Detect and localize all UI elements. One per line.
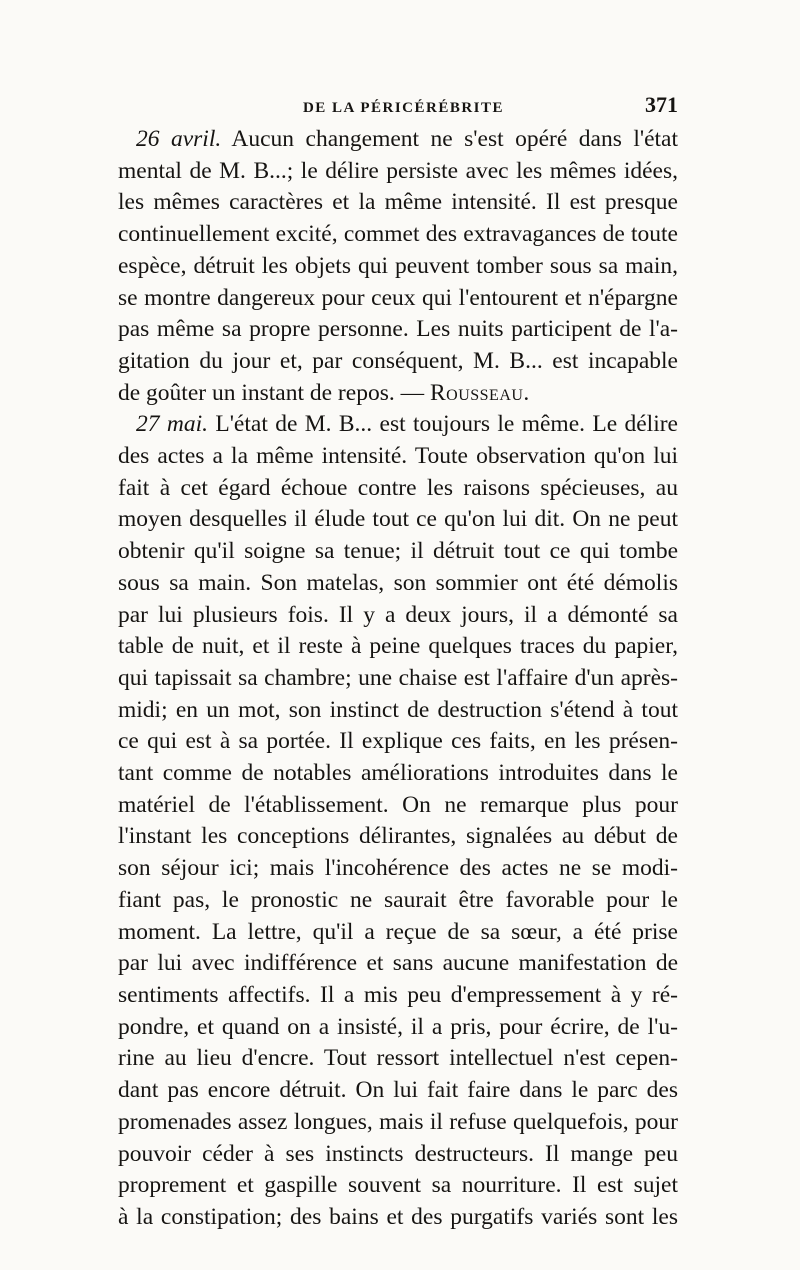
text-line: rine au lieu d'encre. Tout ressort intellectuel n'est cepen- xyxy=(118,1045,678,1072)
text-line: fiant pas, le pronostic ne saurait être favorable pour le xyxy=(118,886,678,913)
running-title: DE LA PÉRICÉRÉBRITE xyxy=(302,100,505,116)
text-line: sous sa main. Son matelas, son sommier ont été démolis xyxy=(118,569,678,596)
text-line: à la constipation; des bains et des purgatifs variés sont les xyxy=(118,1203,678,1230)
entry-date: 27 mai. xyxy=(136,411,208,438)
text-line: ce qui est à sa portée. Il explique ces faits, en les présen- xyxy=(118,728,678,755)
text-line: tant comme de notables améliorations introduites dans le xyxy=(118,760,678,787)
text-line: matériel de l'établissement. On ne remarque plus pour xyxy=(118,791,678,818)
text-line: promenades assez longues, mais il refuse quelquefois, pour xyxy=(118,1108,678,1135)
text-line: qui tapissait sa chambre; une chaise est l'affaire d'un après- xyxy=(118,664,678,691)
text-line: pas même sa propre personne. Les nuits participent de l'a- xyxy=(118,316,678,343)
journal-entry-27-mai xyxy=(118,409,678,1233)
text-line: l'instant les conceptions délirantes, signalées au début de xyxy=(118,823,678,850)
running-header xyxy=(118,92,678,118)
text-line: continuellement excité, commet des extravagances de toute xyxy=(118,221,678,248)
text-line: se montre dangereux pour ceux qui l'entourent et n'épargne xyxy=(118,284,678,311)
text-line: par lui plusieurs fois. Il y a deux jours, il a démonté sa xyxy=(118,601,678,628)
text-line: 27 mai. L'état de M. B... est toujours le même. Le délire xyxy=(136,411,678,438)
text-line: mental de M. B...; le délire persiste avec les mêmes idées, xyxy=(118,157,678,184)
author-signature: Rousseau. xyxy=(429,379,530,406)
text-line: les mêmes caractères et la même intensité. Il est presque xyxy=(118,189,678,216)
text-line: des actes a la même intensité. Toute observation qu'on lui xyxy=(118,443,678,470)
text-line: gitation du jour et, par conséquent, M. B... est incapable xyxy=(118,347,678,374)
text-line: espèce, détruit les objets qui peuvent tomber sous sa main, xyxy=(118,252,678,279)
text-line: proprement et gaspille souvent sa nourriture. Il est sujet xyxy=(118,1172,678,1199)
journal-entry-26-avril xyxy=(118,124,678,409)
text-line: moment. La lettre, qu'il a reçue de sa sœur, a été prise xyxy=(118,918,678,945)
body-text xyxy=(118,124,678,1234)
text-line: 26 avril. Aucun changement ne s'est opéré dans l'état xyxy=(136,126,678,152)
entry-date: 26 avril. xyxy=(136,126,222,152)
text-line: midi; en un mot, son instinct de destruction s'étend à tout xyxy=(118,696,678,723)
text-line: table de nuit, et il reste à peine quelques traces du papier, xyxy=(118,633,678,660)
text-line: fait à cet égard échoue contre les raisons spécieuses, au xyxy=(118,474,678,501)
text-line: pondre, et quand on a insisté, il a pris, pour écrire, de l'u- xyxy=(118,1013,678,1040)
text-line: pouvoir céder à ses instincts destructeurs. Il mange peu xyxy=(118,1140,678,1167)
text-line: par lui avec indifférence et sans aucune manifestation de xyxy=(118,950,678,977)
text-line: dant pas encore détruit. On lui fait faire dans le parc des xyxy=(118,1077,678,1104)
page-number: 371 xyxy=(645,92,678,117)
text-line: sentiments affectifs. Il a mis peu d'empressement à y ré- xyxy=(118,981,678,1008)
text-line: moyen desquelles il élude tout ce qu'on lui dit. On ne peut xyxy=(118,506,678,533)
text-line: son séjour ici; mais l'incohérence des actes ne se modi- xyxy=(118,855,678,882)
text-line: obtenir qu'il soigne sa tenue; il détruit tout ce qui tombe xyxy=(118,538,678,565)
text-line: de goûter un instant de repos. — Rousseau. xyxy=(118,379,530,406)
